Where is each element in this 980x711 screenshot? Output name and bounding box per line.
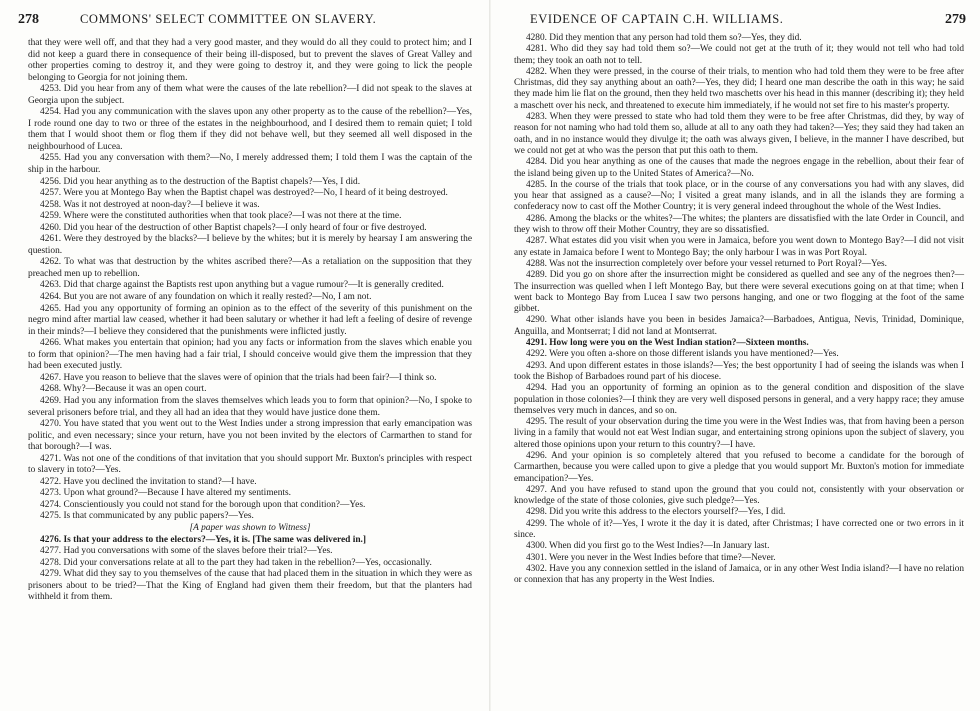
testimony-paragraph: 4302. Have you any connexion settled in the island of Jamaica, or in any other West India island?—I have no relation or connexion that has any property in the West Indies. <box>514 563 964 586</box>
right-running-head: EVIDENCE OF CAPTAIN C.H. WILLIAMS. <box>530 12 784 26</box>
testimony-paragraph: 4289. Did you go on shore after the insurrection might be considered as quelled and see any of the negroes then?—The insurrection was quelled when I left Montego Bay, but there were several executions going on at that time; when I went back to Montego Bay from Lucea I saw two persons hanging, and one or two flogging at the foot of the same gibbet. <box>514 270 964 315</box>
testimony-paragraph: 4290. What other islands have you been in besides Jamaica?—Barbadoes, Antigua, Nevis, Trinidad, Dominique, Anguilla, and Montserrat; I did not land at Montserrat. <box>514 315 964 337</box>
right-page-number: 279 <box>945 12 966 27</box>
testimony-paragraph: 4274. Conscientiously you could not stand for the borough upon that condition?—Yes. <box>40 499 366 510</box>
testimony-paragraph: 4287. What estates did you visit when you were in Jamaica, before you went down to Montego Bay?—I did not visit any estate in Jamaica before I went to Montego Bay; the only harbour I was in was Port Royal. <box>514 236 964 258</box>
testimony-paragraph: 4261. Were they destroyed by the blacks?—I believe by the whites; but it is merely by hearsay I am answering the question. <box>28 234 472 256</box>
testimony-paragraph: 4271. Was not one of the conditions of that invitation that you should support Mr. Buxton's principles with respect to slavery in toto?—Yes. <box>28 453 472 476</box>
testimony-paragraph: 4266. What makes you entertain that opinion; had you any facts or information from the slaves which enable you to form that opinion?—The men having had a fair trial, I should conceive would give them the impression that they had been executed justly. <box>28 338 472 372</box>
right-page-body <box>514 33 964 587</box>
testimony-paragraph: 4272. Have you declined the invitation to stand?—I have. <box>40 476 257 487</box>
testimony-paragraph: 4279. What did they say to you themselves of the cause that had placed them in the situation in which they were as prisoners about to be tried?—That the King of England had given them their freedom, but that the planters had withheld it from them. <box>28 569 472 603</box>
testimony-paragraph: that they were well off, and that they had a very good master, and they would do all they could to protect him; and I did not keep a guard there in consequence of their being ill-disposed, but to prevent the slaves of Great Valley and other properties coming to destroy it, and they were going to destroy it, and they were going to lick the people belonging to Georgia for not joining them. <box>28 38 472 83</box>
testimony-paragraph: 4275. Is that communicated by any public papers?—Yes. <box>40 511 254 522</box>
testimony-paragraph: 4284. Did you hear anything as one of the causes that made the negroes engage in the rebellion, about their fear of the island being given up to the United States of America?—No. <box>514 157 964 179</box>
testimony-paragraph: 4267. Have you reason to believe that the slaves were of opinion that the trials had been fair?—I think so. <box>40 372 437 383</box>
testimony-paragraph: [A paper was shown to Witness] <box>189 522 311 533</box>
testimony-paragraph: 4282. When they were pressed, in the course of their trials, to mention who had told them they were to be free after Christmas, did they say anything about an oath?—Yes, they did; I heard one man describe the oath in this way; he said they made him lie flat on the ground, then they held two maschetts over his head in this manner (describing it); they held a maschett over his neck, and threatened to execute him immediately, if he would not set fire to his master's property. <box>514 66 964 111</box>
testimony-paragraph: 4278. Did your conversations relate at all to the part they had taken in the rebellion?—Yes, occasionally. <box>40 557 432 568</box>
testimony-paragraph: 4296. And your opinion is so completely altered that you refused to become a candidate for the borough of Carmarthen, because you were called upon to give a pledge that you would support Mr. Buxton's motion for immediate emancipation?—Yes. <box>514 450 964 484</box>
testimony-paragraph: 4294. Had you an opportunity of forming an opinion as to the general condition and disposition of the slave population in those colonies?—I think they are very well disposed persons in general, and a very happy race; they amuse themselves very much in dances, and so on. <box>514 383 964 416</box>
testimony-paragraph: 4258. Was it not destroyed at noon-day?—I believe it was. <box>40 199 260 210</box>
testimony-paragraph: 4286. Among the blacks or the whites?—The whites; the planters are dissatisfied with the late Order in Council, and they wish to throw off their Mother Country, they are so dissatisfied. <box>514 213 964 236</box>
testimony-paragraph: 4280. Did they mention that any person had told them so?—Yes, they did. <box>526 33 802 43</box>
right-page <box>490 0 980 711</box>
testimony-paragraph: 4281. Who did they say had told them so?—We could not get at the truth of it; they would not tell who had told them; they took an oath not to tell. <box>514 44 964 66</box>
left-page-body <box>28 38 472 604</box>
testimony-paragraph: 4283. When they were pressed to state who had told them they were to be free after Christmas, did they, by way of reason for not naming who had told them so, allude at all to any oath they had taken?—Yes; they said they had taken an oath, and in no instance would they divulge it; the oath was always given, I believe, in the manner I have described, but we could not get at who was the person that put this oath to them. <box>514 112 964 156</box>
testimony-paragraph: 4263. Did that charge against the Baptists rest upon anything but a vague rumour?—It is generally credited. <box>40 280 444 291</box>
testimony-paragraph: 4292. Were you often a-shore on those different islands you have mentioned?—Yes. <box>526 349 839 360</box>
testimony-paragraph: 4269. Had you any information from the slaves themselves which leads you to form that opinion?—No, I spoke to several prisoners before trial, and they all had an idea that they would have justice done them. <box>28 395 472 418</box>
left-running-head: COMMONS' SELECT COMMITTEE ON SLAVERY. <box>80 12 377 26</box>
testimony-paragraph: 4268. Why?—Because it was an open court. <box>40 384 207 395</box>
testimony-paragraph: 4301. Were you never in the West Indies before that time?—Never. <box>526 552 776 563</box>
testimony-paragraph: 4293. And upon different estates in those islands?—Yes; the best opportunity I had of seeing the islands was when I took the Bishop of Barbadoes round part of his diocese. <box>514 360 964 382</box>
testimony-paragraph: 4273. Upon what ground?—Because I have altered my sentiments. <box>40 488 291 499</box>
testimony-paragraph: 4255. Had you any conversation with them?—No, I merely addressed them; I told them I was the captain of the ship in the harbour. <box>28 153 472 176</box>
testimony-paragraph: 4270. You have stated that you went out to the West Indies under a strong impression that early emancipation was politic, and even necessary; since your return, have you not been invited by the electors of Carmarthen to stand for that borough?—I was. <box>28 419 472 453</box>
testimony-paragraph: 4253. Did you hear from any of them what were the causes of the late rebellion?—I did not speak to the slaves at Georgia upon the subject. <box>28 84 472 106</box>
testimony-paragraph: 4291. How long were you on the West Indian station?—Sixteen months. <box>526 338 809 349</box>
testimony-paragraph: 4264. But you are not aware of any foundation on which it really rested?—No, I am not. <box>40 292 372 303</box>
testimony-paragraph: 4260. Did you hear of the destruction of other Baptist chapels?—I only heard of four or five destroyed. <box>40 222 427 233</box>
testimony-paragraph: 4259. Where were the constituted authorities when that took place?—I was not there at the time. <box>40 211 402 222</box>
testimony-paragraph: 4265. Had you any opportunity of forming an opinion as to the effect of the severity of this punishment on the negro mind after martial law ceased, whether it had been salutary or whether it had left a feeling of desire of revenge in their minds?—I believe they considered that the punishments were inflicted justly. <box>28 303 472 337</box>
testimony-paragraph: 4276. Is that your address to the electors?—Yes, it is. [The same was delivered in.] <box>40 534 367 545</box>
testimony-paragraph: 4298. Did you write this address to the electors yourself?—Yes, I did. <box>526 507 786 518</box>
testimony-paragraph: 4277. Had you conversations with some of the slaves before their trial?—Yes. <box>40 546 333 557</box>
testimony-paragraph: 4288. Was not the insurrection completely over before your vessel returned to Port Royal?—Yes. <box>526 258 887 269</box>
testimony-paragraph: 4300. When did you first go to the West Indies?—In January last. <box>526 541 770 552</box>
testimony-paragraph: 4285. In the course of the trials that took place, or in the course of any conversations you had with any slaves, did you hear that assigned as a cause?—No; I visited a great many islands, and in all the islands they are forming a confederacy now to cast off the Mother Country; it is very general indeed throughout the whole of the West Indies. <box>514 179 964 213</box>
testimony-paragraph: 4299. The whole of it?—Yes, I wrote it the day it is dated, after Christmas; I have corrected one or two errors in it since. <box>514 518 964 541</box>
testimony-paragraph: 4262. To what was that destruction by the whites ascribed there?—As a retaliation on the supposition that they preached men up to rebellion. <box>28 257 472 279</box>
testimony-paragraph: 4257. Were you at Montego Bay when the Baptist chapel was destroyed?—No, I heard of it being destroyed. <box>40 188 448 199</box>
testimony-paragraph: 4297. And you have refused to stand upon the ground that you could not, consistently with your observation or knowledge of the state of those colonies, give such pledge?—Yes. <box>514 484 964 507</box>
left-page-number: 278 <box>18 12 39 27</box>
testimony-paragraph: 4295. The result of your observation during the time you were in the West Indies was, that from having been a person living in a family that would not eat West Indian sugar, and entertaining strong opinions upon the subject of slavery, you altered those opinions upon your return to this country?—I have. <box>514 417 964 450</box>
testimony-paragraph: 4256. Did you hear anything as to the destruction of the Baptist chapels?—Yes, I did. <box>40 176 361 187</box>
testimony-paragraph: 4254. Had you any communication with the slaves upon any other property as to the cause of the rebellion?—Yes, I rode round one day to two or three of the estates in the neighbourhood, and I desired them to remain quiet; I told them that I would shoot them or flog them if they did not behave well, but they seemed all well disposed in the neighbourhood of Lucea. <box>28 107 472 152</box>
